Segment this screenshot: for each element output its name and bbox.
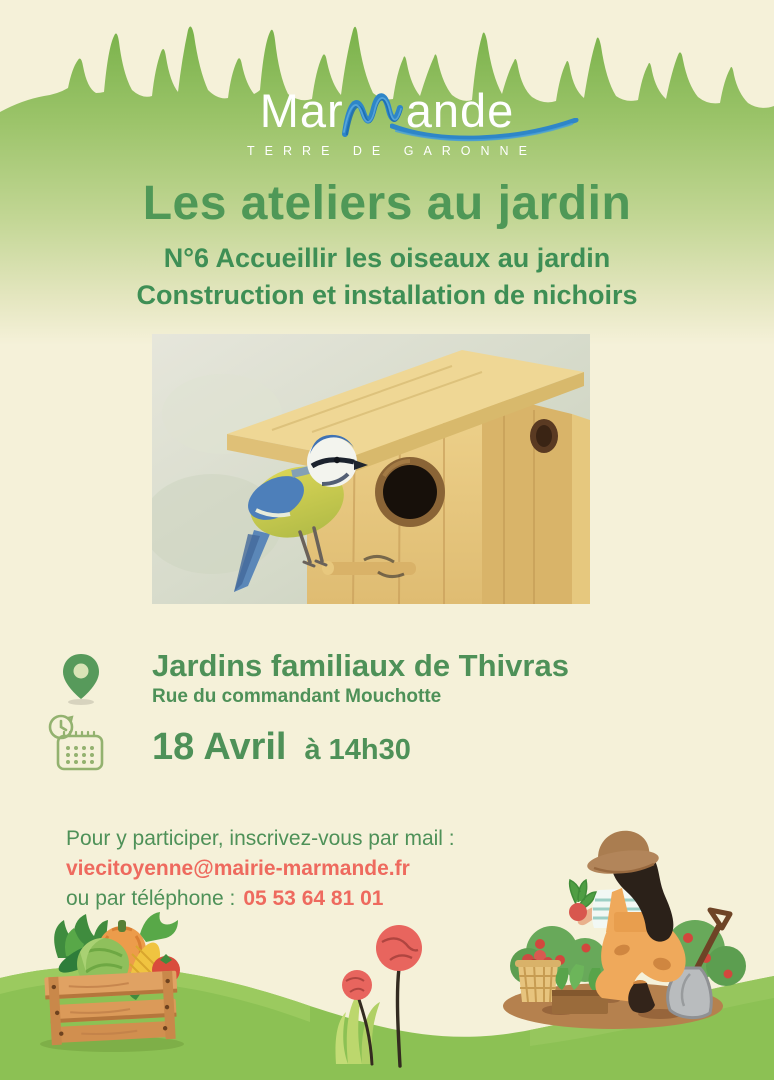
subtitle-line-1: N°6 Accueillir les oiseaux au jardin [163, 243, 611, 273]
map-pin-icon [62, 652, 102, 706]
subtitle-line-2: Construction et installation de nichoirs [136, 280, 638, 310]
contact-intro: Pour y participer, inscrivez-vous par mail : [66, 827, 455, 850]
marmande-logo [0, 78, 774, 158]
logo-tagline: TERRE DE GARONNE [247, 144, 537, 158]
contact-email: viecitoyenne@mairie-marmande.fr [66, 857, 410, 880]
contact-phone-number: 05 53 64 81 01 [243, 887, 384, 910]
vegetable-crate-illustration [40, 912, 184, 1052]
calendar-clock-icon [46, 712, 110, 776]
woman-gardening-illustration [503, 831, 746, 1029]
contact-phone-label: ou par téléphone : [66, 887, 236, 910]
subtitle [0, 240, 774, 314]
event-time: à 14h30 [304, 734, 411, 766]
logo-text-right: ande [405, 84, 515, 137]
logo-text-left: Mar [259, 84, 344, 137]
logo-swoosh-icon [390, 118, 580, 144]
event-date-row [152, 726, 411, 769]
location-address: Rue du commandant Mouchotte [152, 686, 442, 707]
birdhouse-photo [152, 334, 590, 604]
contact-block [66, 824, 455, 914]
event-date: 18 Avril [152, 726, 287, 768]
location-name: Jardins familiaux de Thivras [152, 648, 569, 683]
page-title: Les ateliers au jardin [142, 177, 632, 230]
